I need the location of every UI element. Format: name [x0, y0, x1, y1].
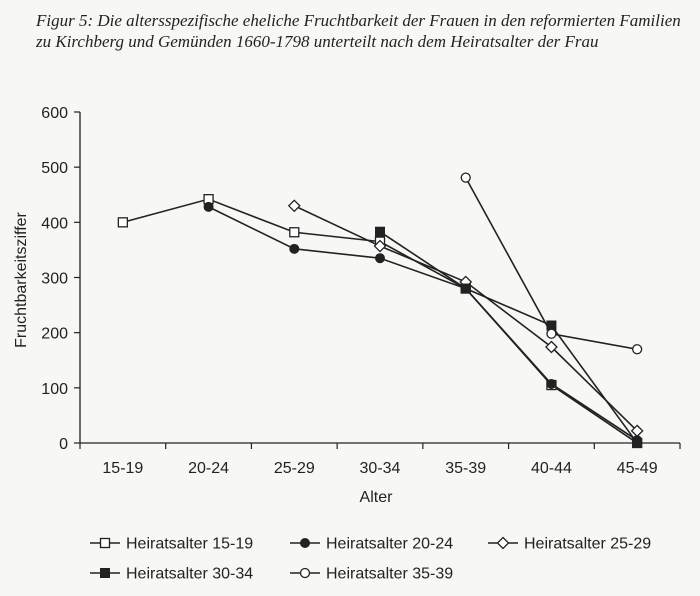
y-tick-label: 200: [41, 325, 68, 343]
y-tick-label: 600: [41, 105, 68, 122]
legend-item-4: [90, 566, 253, 583]
legend-item-5: [290, 566, 453, 583]
legend-item-1: [90, 536, 253, 553]
plot-area: [118, 173, 642, 447]
series-2: [204, 202, 642, 444]
x-tick-label: 45-49: [616, 460, 658, 477]
marker-filled-circle: [547, 379, 556, 388]
marker-filled-square: [101, 569, 110, 578]
marker-open-square: [101, 539, 110, 548]
x-tick-label: 30-34: [359, 460, 401, 477]
marker-open-circle: [461, 173, 470, 182]
axes: [41, 105, 680, 477]
x-tick-label: 20-24: [188, 460, 230, 477]
marker-filled-square: [633, 439, 642, 448]
marker-open-circle: [301, 569, 310, 578]
series-line: [209, 207, 638, 440]
y-tick-label: 0: [59, 436, 68, 453]
legend-item-2: [290, 536, 453, 553]
x-tick-label: 15-19: [102, 460, 144, 477]
marker-filled-circle: [301, 539, 310, 548]
legend-label: Heiratsalter 35-39: [326, 565, 454, 583]
legend-label: Heiratsalter 15-19: [126, 535, 254, 553]
x-tick-label: 35-39: [445, 460, 487, 477]
marker-filled-circle: [290, 244, 299, 253]
legend-item-3: [488, 536, 651, 553]
series-3: [289, 200, 643, 436]
legend-label: Heiratsalter 20-24: [326, 535, 454, 553]
y-tick-label: 100: [41, 380, 68, 398]
marker-open-diamond: [289, 200, 300, 211]
y-tick-label: 400: [41, 215, 68, 233]
x-tick-label: 40-44: [530, 460, 572, 477]
marker-filled-square: [461, 284, 470, 293]
y-axis-label: Fruchtbarkeitsziffer: [13, 212, 30, 348]
marker-open-square: [118, 218, 127, 227]
marker-open-diamond: [498, 538, 509, 549]
y-tick-label: 500: [41, 160, 68, 178]
legend-label: Heiratsalter 30-34: [126, 565, 254, 583]
figure-caption: Figur 5: Die altersspezifische eheliche Fruchtbarkeit der Frauen in den reformierten Familien zu Kirchberg und Gemünden 1660-1798 unterteilt nach dem Heiratsalter der Frau: [36, 11, 681, 51]
marker-open-square: [290, 228, 299, 237]
marker-filled-square: [376, 227, 385, 236]
x-tick-label: 25-29: [273, 460, 315, 477]
legend-label: Heiratsalter 25-29: [524, 535, 652, 553]
x-axis-label: Alter: [359, 489, 393, 506]
legend: [90, 536, 651, 583]
marker-filled-circle: [376, 254, 385, 263]
y-tick-label: 300: [41, 270, 68, 288]
marker-open-circle: [633, 345, 642, 354]
series-line: [294, 206, 637, 431]
marker-filled-circle: [204, 202, 213, 211]
marker-open-circle: [547, 329, 556, 338]
